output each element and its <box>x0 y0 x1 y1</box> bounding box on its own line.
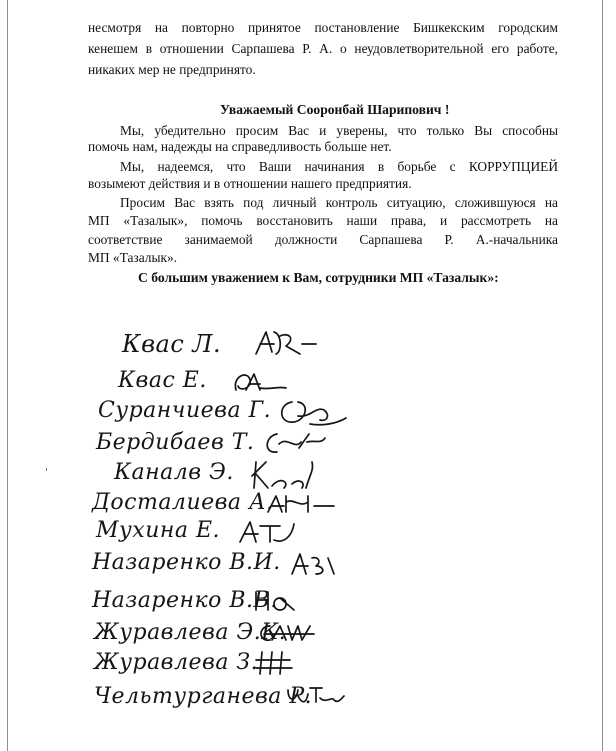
signatory-name: Суранчиева Г. <box>98 398 272 423</box>
handwritten-signature <box>254 648 298 676</box>
para3-line-4: МП «Тазалык». <box>88 250 177 265</box>
handwritten-signature <box>236 516 298 546</box>
intro-line-2: кенешем в отношении Сарпашева Р. А. о неудовлетворительной его работе, <box>88 41 558 56</box>
intro-line-3: никаких мер не предпринято. <box>88 62 256 77</box>
intro-line-1: несмотря на повторно принятое постановление Бишкекским городским <box>88 20 558 35</box>
handwritten-signature <box>254 618 316 646</box>
handwritten-signature <box>246 458 316 492</box>
signatory-name: Чельтурганева Р. <box>94 684 313 709</box>
para1-line-1: Мы, убедительно просим Вас и уверены, что только Вы способны <box>120 123 558 138</box>
signatory-name: Журавлева З. <box>94 650 259 675</box>
handwritten-signature <box>284 682 348 708</box>
handwritten-signature <box>264 488 336 518</box>
handwritten-signature <box>252 586 298 614</box>
signatory-name: Досталиева А. <box>92 490 274 515</box>
para3-line-2: МП «Тазалык», помочь восстановить наши права, и рассмотреть на <box>88 213 558 228</box>
signatory-name: Квас Е. <box>118 368 207 393</box>
handwritten-signature <box>230 366 290 396</box>
signatory-name: Квас Л. <box>122 330 222 358</box>
signatory-name: Назаренко В.И. <box>92 550 281 575</box>
handwritten-signature <box>252 328 324 358</box>
para2-line-1: Мы, надеемся, что Ваши начинания в борьбе с КОРРУПЦИЕЙ <box>120 159 558 174</box>
signatory-name: Бердибаев Т. <box>96 430 255 455</box>
para3-line-3: соответствие занимаемой должности Сарпашева Р. А.-начальника <box>88 232 558 247</box>
closing-line: С большим уважением к Вам, сотрудники МП «Тазалык»: <box>138 270 499 285</box>
signatory-name: Каналв Э. <box>114 460 234 485</box>
para1-line-2: помочь нам, надежды на справедливость больше нет. <box>88 139 392 154</box>
para2-line-2: возымеют действия и в отношении нашего предприятия. <box>88 176 412 191</box>
para3-line-1: Просим Вас взять под личный контроль ситуацию, сложившуюся на <box>120 195 558 210</box>
signatory-name: Журавлева Э.К. <box>94 620 287 645</box>
signatory-name: Назаренко В.В. <box>92 588 278 613</box>
greeting: Уважаемый Сооронбай Шарипович ! <box>220 102 450 117</box>
signatory-name: Мухина Е. <box>96 518 221 543</box>
handwritten-signature <box>276 396 348 428</box>
handwritten-signature <box>288 548 340 578</box>
handwritten-signature <box>261 428 327 458</box>
